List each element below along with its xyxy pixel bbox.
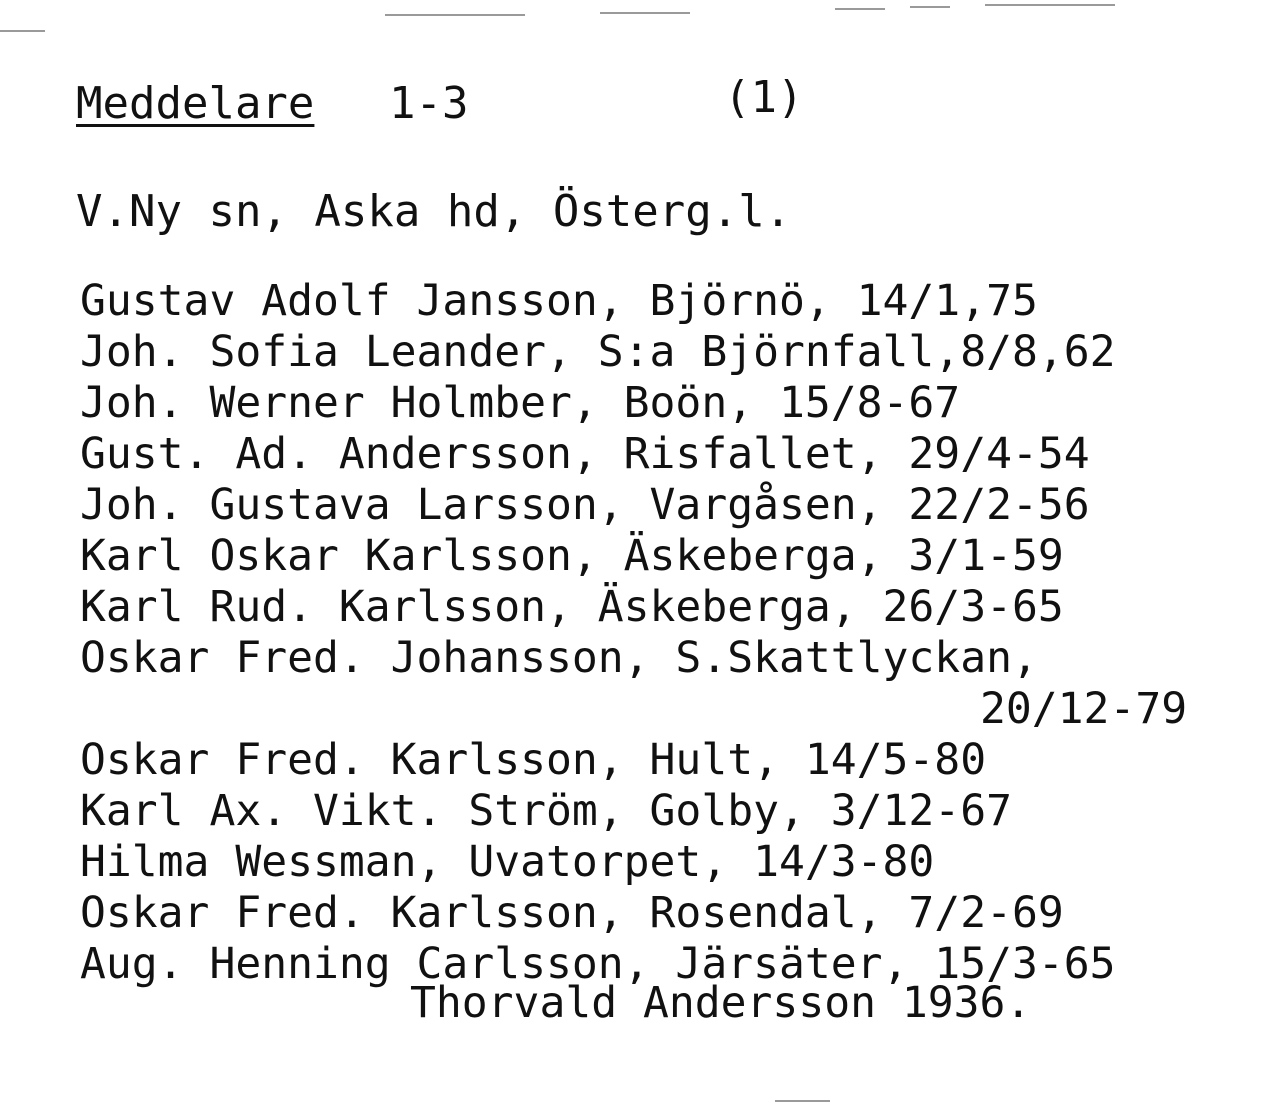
- signature-line: Thorvald Andersson 1936.: [410, 978, 1032, 1028]
- informant-text: Karl Oskar Karlsson, Äskeberga, 3/1-59: [80, 531, 1064, 581]
- scan-artifact: [385, 14, 525, 16]
- informant-text: Karl Rud. Karlsson, Äskeberga, 26/3-65: [80, 582, 1064, 632]
- informant-list: [80, 276, 1187, 990]
- informant-entry: [80, 276, 1187, 327]
- informant-text-continuation: 20/12-79: [980, 684, 1188, 734]
- informant-entry: [80, 480, 1187, 531]
- informant-text: Gust. Ad. Andersson, Risfallet, 29/4-54: [80, 429, 1090, 479]
- informant-text: Karl Ax. Vikt. Ström, Golby, 3/12-67: [80, 786, 1012, 836]
- informant-entry: [80, 429, 1187, 480]
- heading-page-number: (1): [724, 72, 804, 123]
- informant-text: Oskar Fred. Karlsson, Rosendal, 7/2-69: [80, 888, 1064, 938]
- heading-range: 1-3: [389, 78, 469, 129]
- informant-text: Joh. Sofia Leander, S:a Björnfall,8/8,62: [80, 327, 1116, 377]
- informant-entry: [80, 327, 1187, 378]
- scan-artifact: [910, 6, 950, 8]
- informant-entry: [80, 531, 1187, 582]
- informant-text: Joh. Gustava Larsson, Vargåsen, 22/2-56: [80, 480, 1090, 530]
- informant-entry: [80, 633, 1187, 735]
- informant-entry: [80, 582, 1187, 633]
- informant-text: Hilma Wessman, Uvatorpet, 14/3-80: [80, 837, 935, 887]
- scan-artifact: [600, 12, 690, 14]
- scan-artifact: [0, 30, 45, 32]
- informant-text: Aug. Henning Carlsson, Järsäter, 15/3-65: [80, 939, 1116, 989]
- informant-entry: [80, 735, 1187, 786]
- informant-entry: [80, 378, 1187, 429]
- heading-title: Meddelare: [76, 78, 315, 129]
- informant-text: Oskar Fred. Karlsson, Hult, 14/5-80: [80, 735, 987, 785]
- informant-text: Joh. Werner Holmber, Boön, 15/8-67: [80, 378, 961, 428]
- scan-artifact: [835, 8, 885, 10]
- scan-artifact: [775, 1100, 830, 1102]
- informant-entry: [80, 837, 1187, 888]
- informant-text: Oskar Fred. Johansson, S.Skattlyckan,: [80, 633, 1038, 683]
- location-line: V.Ny sn, Aska hd, Österg.l.: [76, 186, 792, 237]
- informant-entry: [80, 888, 1187, 939]
- informant-entry: [80, 786, 1187, 837]
- informant-text: Gustav Adolf Jansson, Björnö, 14/1,75: [80, 276, 1038, 326]
- document-heading: [76, 72, 804, 130]
- scan-artifact: [985, 4, 1115, 6]
